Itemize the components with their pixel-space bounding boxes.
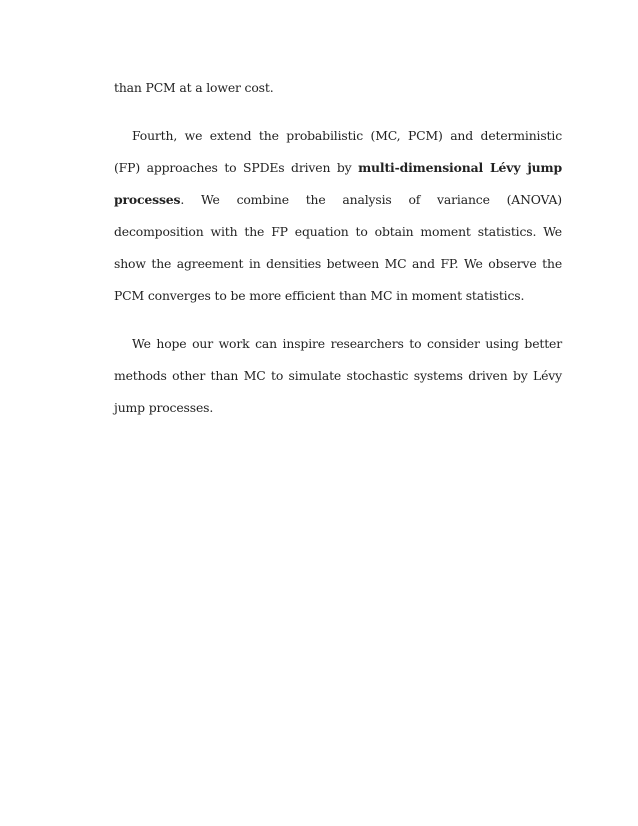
bold-emphasis: multi-dimensional Lévy jump processes [114, 160, 562, 207]
paragraph-text: than PCM at a lower cost. [114, 80, 274, 95]
paragraph-text-before-bold: Fourth, we extend the probabilistic (MC, PCM) and deterministic (FP) approaches to SPDEs driven by [114, 128, 562, 175]
paragraph-text-after-bold: . We combine the analysis of variance (ANOVA) decomposition with the FP equation to obtain moment statistics. We show the agreement in densities between MC and FP. We observe the PCM converges to be more efficient than MC in moment statistics. [114, 192, 562, 303]
paragraph-closing [114, 328, 562, 424]
paragraph-continuation [114, 72, 562, 104]
paragraph-fourth-contribution [114, 120, 562, 312]
body-text [114, 72, 562, 424]
paragraph-text: We hope our work can inspire researchers to consider using better methods other than MC to simulate stochastic systems driven by Lévy jump processes. [114, 336, 562, 415]
